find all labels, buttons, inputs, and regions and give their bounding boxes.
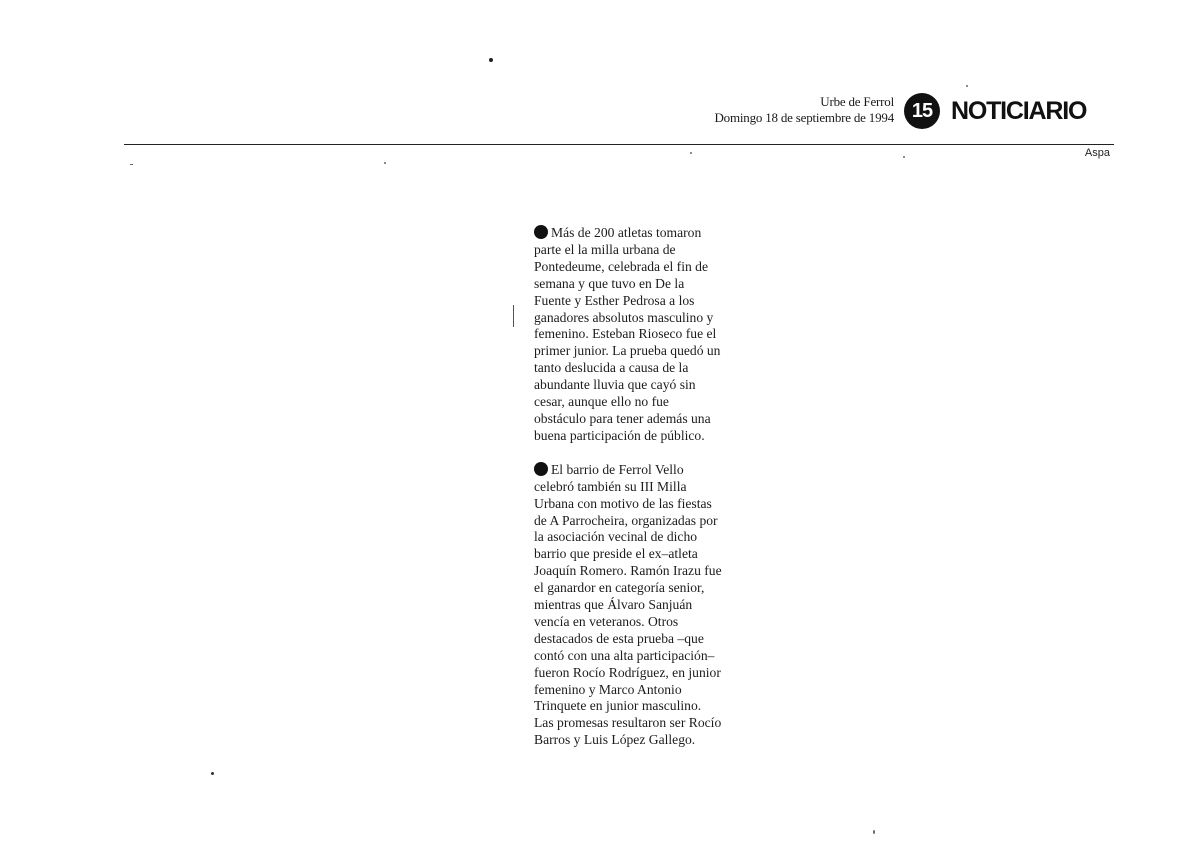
section-title: NOTICIARIO bbox=[951, 97, 1087, 125]
publication-date: Domingo 18 de septiembre de 1994 bbox=[714, 110, 894, 125]
scan-speck bbox=[130, 164, 133, 165]
page-number-badge: 15 bbox=[904, 93, 940, 129]
scan-speck bbox=[211, 772, 214, 775]
scan-speck bbox=[690, 152, 692, 154]
scan-speck bbox=[873, 830, 875, 834]
scan-speck bbox=[489, 58, 493, 62]
article-paragraph bbox=[534, 462, 724, 749]
paragraph-text: Más de 200 atletas tomaron parte el la milla urbana de Pontedeume, celebrada el fin de semana y que tuvo en De la Fuente y Esther Pedrosa a los ganadores absolutos masculino y femenino. Esteban Rioseco fue el primer junior. La prueba quedó un tanto deslucida a causa de la abundante lluvia que cayó sin cesar, aunque ello no fue obstáculo para tener además una buena participación de público. bbox=[534, 225, 721, 443]
bullet-icon bbox=[534, 225, 548, 239]
header-rule bbox=[124, 144, 1114, 145]
masthead-meta bbox=[714, 94, 894, 126]
author-credit: Aspa bbox=[1084, 147, 1110, 159]
scan-speck bbox=[903, 156, 905, 158]
scan-speck bbox=[384, 162, 386, 164]
article-paragraph bbox=[534, 225, 724, 445]
scan-speck bbox=[513, 305, 514, 327]
publication-name: Urbe de Ferrol bbox=[820, 94, 894, 109]
article-column bbox=[534, 225, 724, 766]
scan-speck bbox=[966, 85, 968, 87]
bullet-icon bbox=[534, 462, 548, 476]
paragraph-text: El barrio de Ferrol Vello celebró también su III Milla Urbana con motivo de las fiestas de A Parrocheira, organizadas por la asociación vecinal de dicho barrio que preside el ex–atleta Joaquín Romero. Ramón Irazu fue el ganardor en categoría senior, mientras que Álvaro Sanjuán vencía en veteranos. Otros destacados de esta prueba –que contó con una alta participación– fueron Rocío Rodríguez, en junior femenino y Marco Antonio Trinquete en junior masculino. Las promesas resultaron ser Rocío Barros y Luis López Gallego. bbox=[534, 461, 722, 748]
